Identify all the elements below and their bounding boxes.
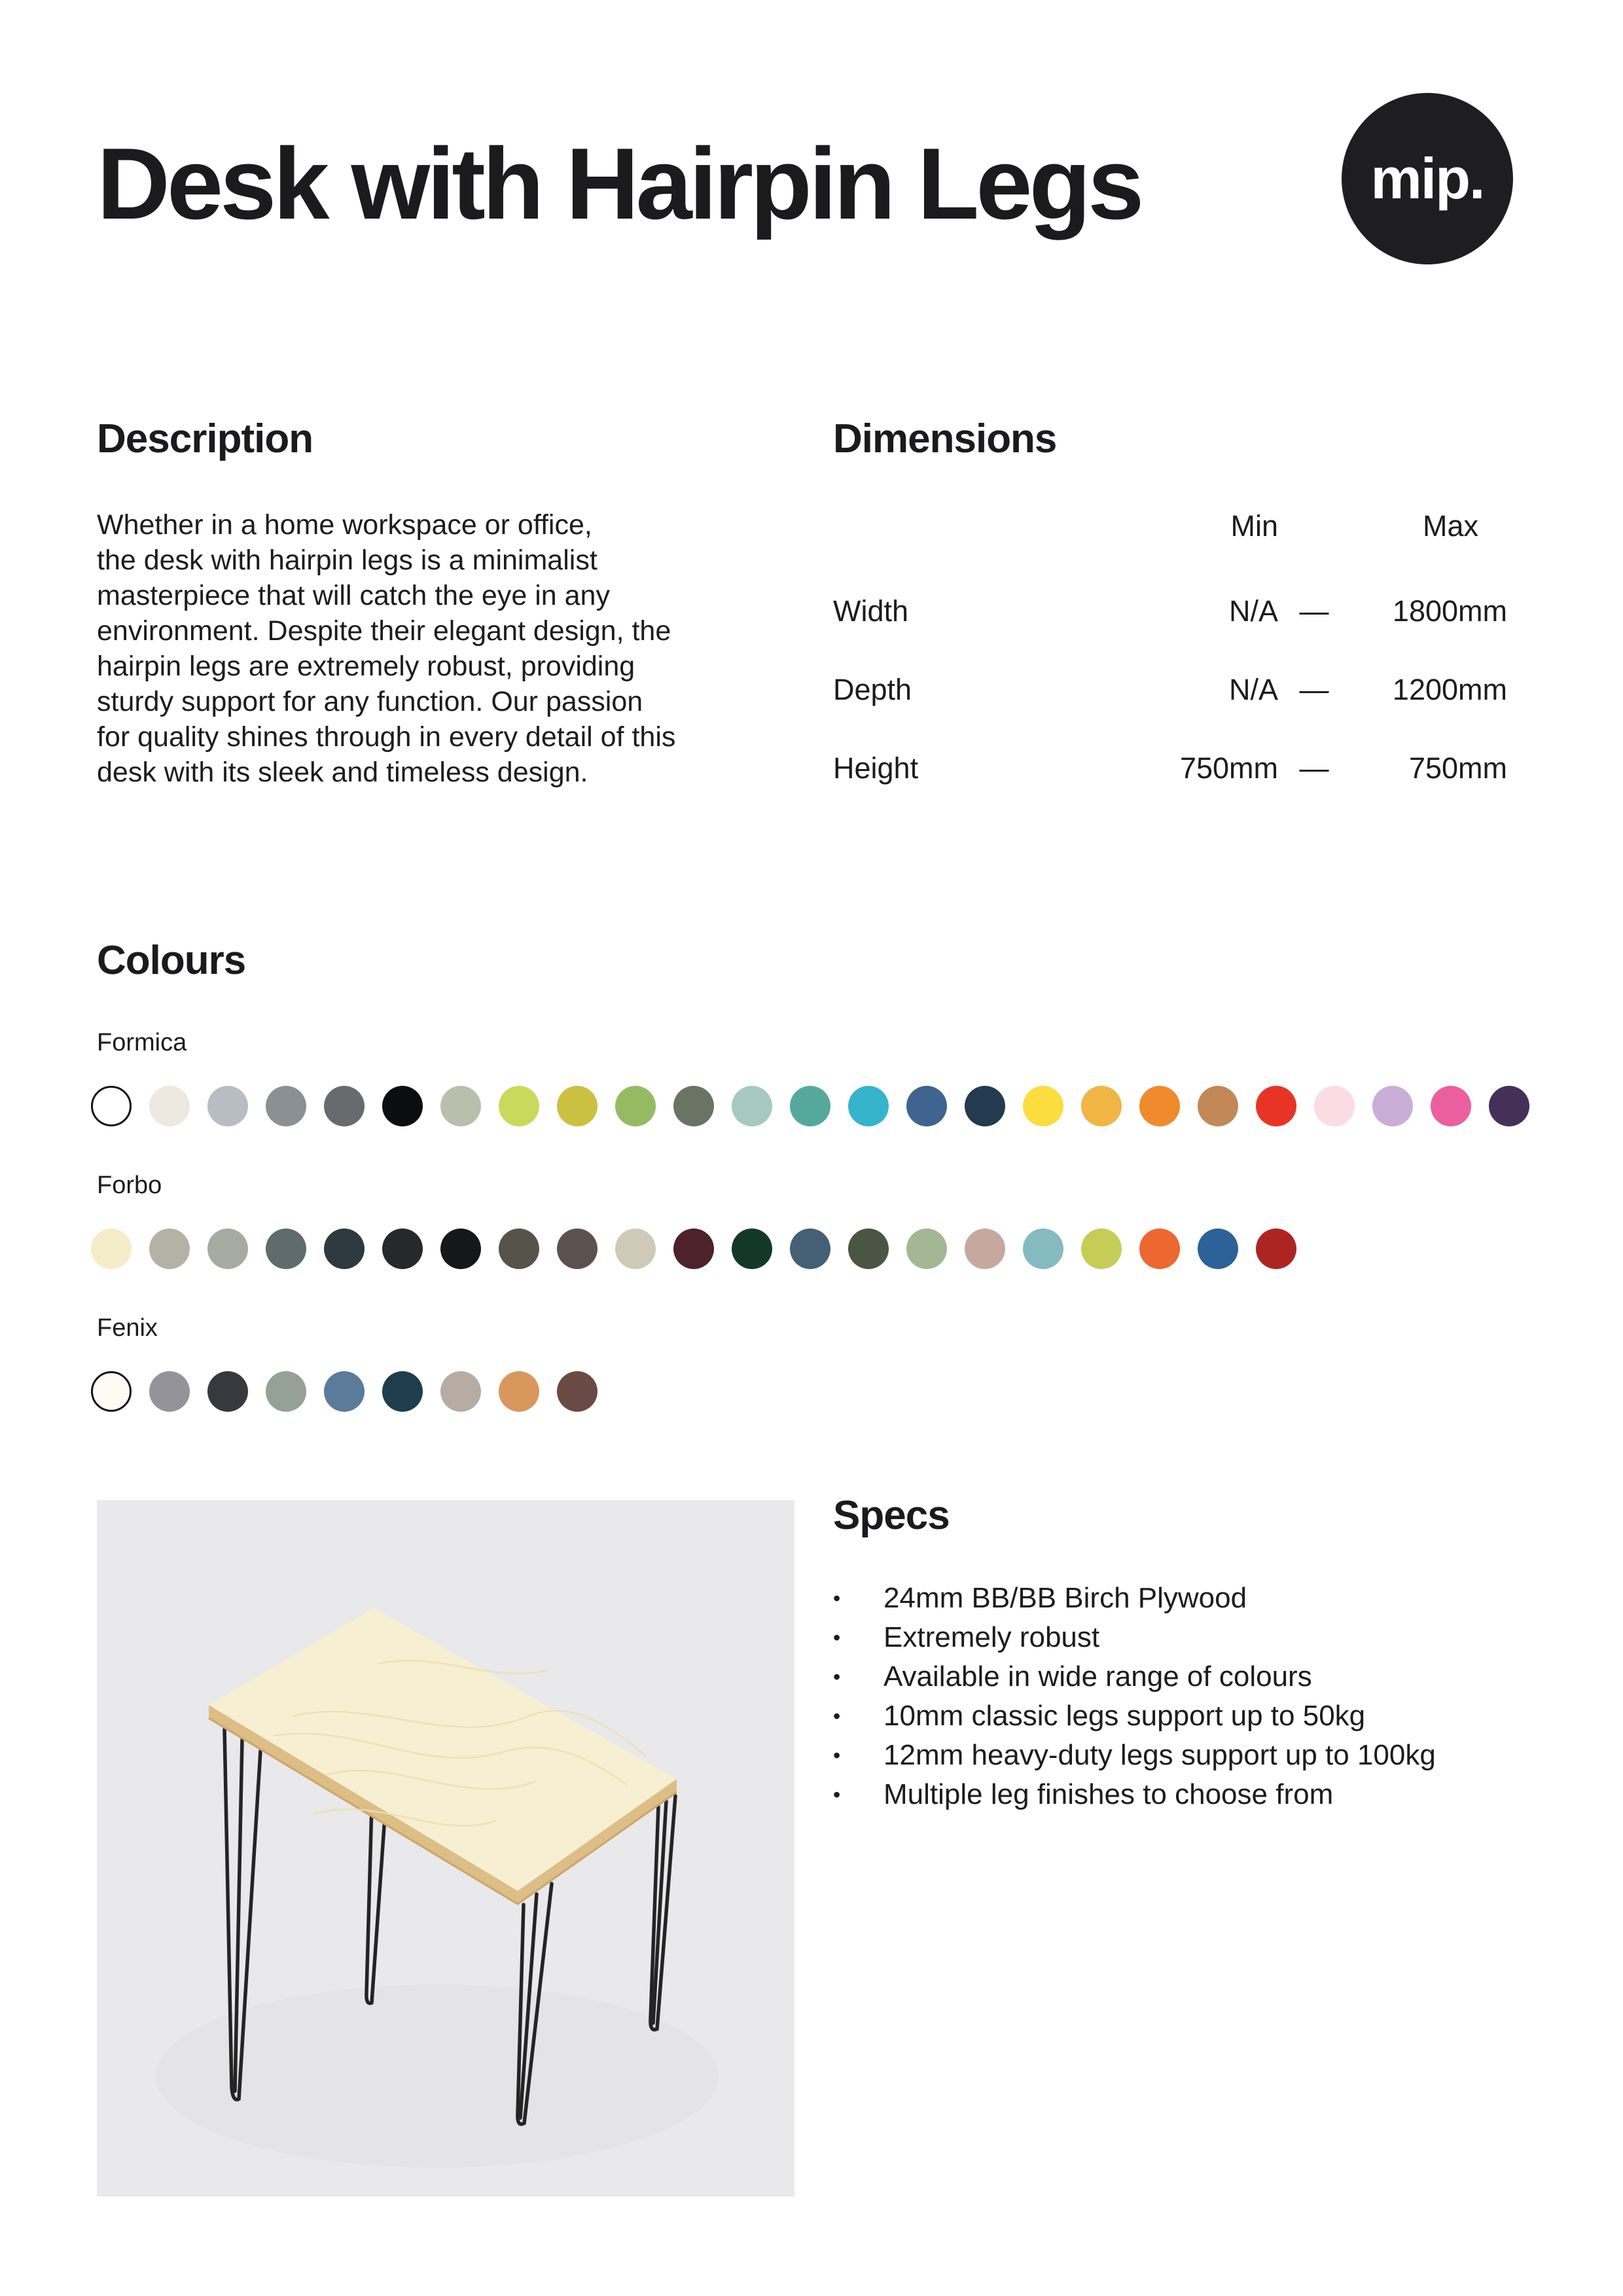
dimension-min-value: N/A (1228, 594, 1278, 628)
colour-swatch (207, 1086, 248, 1126)
dimensions-header-row (833, 509, 1507, 543)
description-line: for quality shines through in every detail of this (97, 721, 676, 753)
spec-text: 10mm classic legs support up to 50kg (883, 1700, 1366, 1732)
spec-item (833, 1736, 1553, 1775)
colour-swatch (848, 1086, 889, 1126)
dimensions-header-spacer (833, 509, 1115, 543)
colour-swatch (906, 1229, 947, 1269)
dimension-min-value: N/A (1228, 673, 1278, 706)
page-title: Desk with Hairpin Legs (97, 127, 1141, 240)
colour-swatch (615, 1086, 656, 1126)
colour-swatch (324, 1371, 365, 1412)
dimension-max-value: 1800mm (1392, 594, 1507, 628)
colour-swatch (382, 1371, 423, 1412)
colour-swatch (1198, 1229, 1238, 1269)
bullet-icon: • (833, 1744, 841, 1767)
colour-swatch (149, 1371, 190, 1412)
colour-swatch (1431, 1086, 1471, 1126)
brand-logo-text: mip. (1370, 146, 1484, 211)
dimension-row-height (833, 751, 1507, 785)
colour-swatch (324, 1229, 365, 1269)
dimension-separator: — (1299, 751, 1329, 785)
spec-item (833, 1775, 1553, 1814)
description-paragraph (97, 507, 781, 790)
spec-text: Multiple leg finishes to choose from (883, 1778, 1334, 1810)
colour-group-label-fenix: Fenix (97, 1314, 158, 1342)
colour-swatch (499, 1086, 539, 1126)
colour-swatch (615, 1229, 656, 1269)
spec-text: 12mm heavy-duty legs support up to 100kg (883, 1739, 1436, 1771)
dimensions-col-min: Min (1230, 509, 1278, 543)
bullet-icon: • (833, 1587, 841, 1610)
colour-swatch (149, 1229, 190, 1269)
dimension-separator: — (1299, 673, 1329, 706)
colour-swatch (732, 1229, 772, 1269)
formica-swatch-row (91, 1086, 1529, 1126)
colour-swatch (1314, 1086, 1355, 1126)
dimension-max-value: 1200mm (1392, 673, 1507, 706)
colour-swatch (382, 1229, 423, 1269)
colour-swatch (1198, 1086, 1238, 1126)
colour-swatch (91, 1229, 132, 1269)
description-heading: Description (97, 416, 313, 461)
dimension-row-width (833, 594, 1507, 628)
bullet-icon: • (833, 1704, 841, 1728)
description-line: environment. Despite their elegant design, the (97, 615, 671, 647)
description-line: hairpin legs are extremely robust, providing (97, 651, 635, 682)
colour-group-label-formica: Formica (97, 1029, 187, 1056)
colour-swatch (673, 1086, 714, 1126)
dimension-label: Width (833, 594, 909, 628)
colour-swatch (324, 1086, 365, 1126)
colour-swatch (1256, 1229, 1296, 1269)
fenix-swatch-row (91, 1371, 597, 1412)
colour-swatch (1372, 1086, 1413, 1126)
dimension-label: Height (833, 751, 919, 785)
colour-swatch (1081, 1229, 1122, 1269)
colour-swatch (149, 1086, 190, 1126)
colour-swatch (732, 1086, 772, 1126)
colour-swatch (557, 1371, 597, 1412)
spec-item (833, 1657, 1553, 1696)
dimensions-header-spacer (1278, 509, 1350, 543)
spec-item (833, 1696, 1553, 1736)
colour-swatch (499, 1229, 539, 1269)
spec-text: Extremely robust (883, 1621, 1100, 1653)
bullet-icon: • (833, 1665, 841, 1689)
colour-swatch (266, 1086, 306, 1126)
colour-swatch (965, 1229, 1005, 1269)
product-image-desk-render (97, 1500, 794, 2197)
dimension-label: Depth (833, 673, 912, 706)
specs-list (833, 1579, 1553, 1814)
colour-swatch (266, 1229, 306, 1269)
colour-swatch (1256, 1086, 1296, 1126)
colour-swatch (848, 1229, 889, 1269)
spec-text: 24mm BB/BB Birch Plywood (883, 1582, 1247, 1614)
colour-swatch (440, 1371, 481, 1412)
description-line: sturdy support for any function. Our passion (97, 686, 643, 717)
colour-swatch (1023, 1229, 1063, 1269)
specs-heading: Specs (833, 1493, 950, 1538)
colour-swatch (207, 1371, 248, 1412)
colour-swatch (790, 1229, 830, 1269)
dimension-row-depth (833, 673, 1507, 707)
colour-swatch (1139, 1229, 1180, 1269)
bullet-icon: • (833, 1626, 841, 1649)
colour-swatch (91, 1086, 132, 1126)
colour-swatch (499, 1371, 539, 1412)
colour-swatch (790, 1086, 830, 1126)
colour-swatch (965, 1086, 1005, 1126)
brand-logo (1342, 93, 1513, 264)
colour-swatch (382, 1086, 423, 1126)
colour-swatch (207, 1229, 248, 1269)
forbo-swatch-row (91, 1229, 1296, 1269)
description-line: the desk with hairpin legs is a minimalist (97, 545, 597, 576)
colour-swatch (1489, 1086, 1529, 1126)
colour-group-label-forbo: Forbo (97, 1172, 162, 1199)
colour-swatch (266, 1371, 306, 1412)
colour-swatch (673, 1229, 714, 1269)
colour-swatch (906, 1086, 947, 1126)
description-line: masterpiece that will catch the eye in any (97, 580, 610, 611)
dimension-separator: — (1299, 594, 1329, 628)
dimensions-heading: Dimensions (833, 416, 1057, 461)
spec-text: Available in wide range of colours (883, 1660, 1312, 1693)
description-line: desk with its sleek and timeless design. (97, 757, 588, 788)
bullet-icon: • (833, 1783, 841, 1806)
colour-swatch (557, 1229, 597, 1269)
dimensions-col-max: Max (1422, 509, 1478, 543)
colour-swatch (557, 1086, 597, 1126)
spec-item (833, 1579, 1553, 1618)
colour-swatch (440, 1229, 481, 1269)
description-line: Whether in a home workspace or office, (97, 509, 592, 541)
dimension-min-value: 750mm (1179, 751, 1278, 785)
dimension-max-value: 750mm (1408, 751, 1507, 785)
colour-swatch (1023, 1086, 1063, 1126)
colour-swatch (440, 1086, 481, 1126)
colour-swatch (1139, 1086, 1180, 1126)
spec-item (833, 1618, 1553, 1657)
colour-swatch (91, 1371, 132, 1412)
colours-heading: Colours (97, 938, 246, 983)
colour-swatch (1081, 1086, 1122, 1126)
